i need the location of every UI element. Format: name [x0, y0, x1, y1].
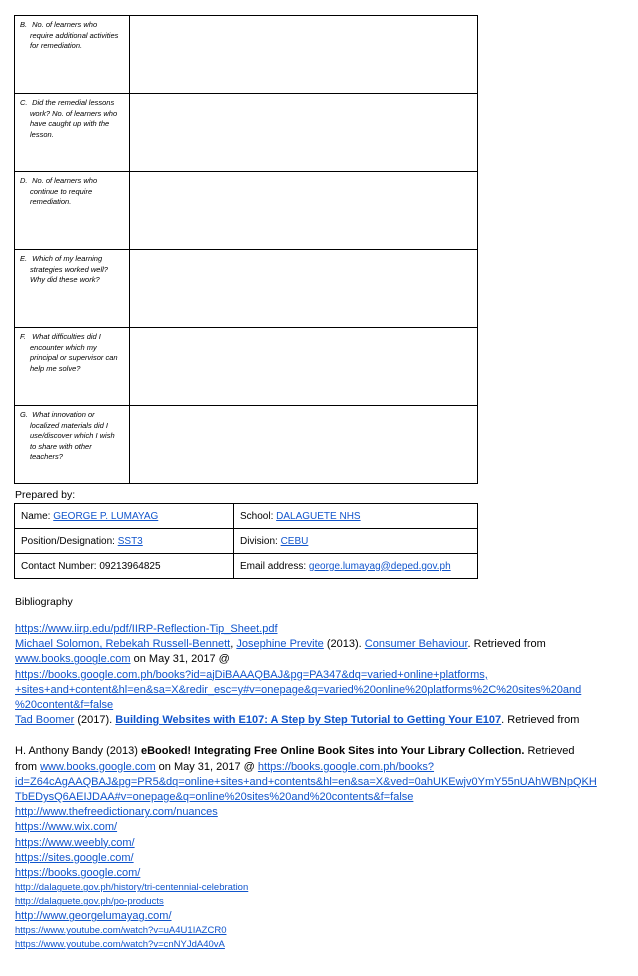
- division-label: Division:: [240, 535, 281, 547]
- date-text: on May 31, 2017 @: [155, 760, 258, 773]
- prepared-by-heading: Prepared by:: [15, 489, 76, 501]
- question-cell: [15, 16, 130, 94]
- title-link[interactable]: Building Websites with E107: A Step by Step Tutorial to Getting Your E107: [115, 714, 502, 727]
- year-text: (2013).: [323, 638, 365, 651]
- reference-url-line[interactable]: https://books.google.com.ph/books?id=ajDiBAAAQBAJ&pg=PA347&dq=varied+online+platforms,: [15, 668, 488, 681]
- author-text: H. Anthony Bandy (2013): [15, 745, 141, 758]
- table-row: [15, 406, 478, 484]
- reference-link[interactable]: https://www.iirp.edu/pdf/IIRP-Reflection-Tip_Sheet.pdf: [15, 623, 278, 635]
- table-row: [15, 504, 478, 529]
- reference-link[interactable]: https://www.youtube.com/watch?v=cnNYJdA40vA: [15, 939, 225, 951]
- reference-link[interactable]: http://www.thefreedictionary.com/nuances: [15, 806, 218, 819]
- reference-url-line[interactable]: TbEDysQ6AEIJDAA#v=onepage&q=online%20sites%20and%20contents&f=false: [15, 791, 414, 804]
- reference-link[interactable]: https://www.wix.com/: [15, 821, 118, 834]
- table-row: [15, 328, 478, 406]
- reference-url-line[interactable]: %20content&f=false: [15, 699, 114, 712]
- name-link[interactable]: GEORGE P. LUMAYAG: [53, 510, 159, 522]
- preparer-table: [14, 503, 478, 579]
- reference-url-line[interactable]: id=Z64cAgAAQBAJ&pg=PR5&dq=online+sites+and+contents&hl=en&sa=X&ved=0ahUKEwjv0YmY55nUAhWBNpQKH: [15, 775, 597, 788]
- reference-link[interactable]: https://www.youtube.com/watch?v=uA4U1IAZCR0: [15, 925, 227, 937]
- question-text: No. of learners who require additional activities for remediation.: [30, 20, 119, 51]
- reference-link[interactable]: http://dalaguete.gov.ph/history/tri-centennial-celebration: [15, 882, 249, 894]
- question-cell: [15, 406, 130, 484]
- question-label: D.: [20, 176, 28, 185]
- date-text: on May 31, 2017 @: [130, 653, 230, 666]
- title-link[interactable]: Consumer Behaviour: [364, 638, 468, 651]
- question-label: G.: [20, 410, 28, 419]
- question-text: Which of my learning strategies worked well? Why did these work?: [30, 254, 108, 285]
- division-cell: [234, 529, 478, 554]
- bibliography-heading: Bibliography: [15, 596, 73, 608]
- table-row: [15, 172, 478, 250]
- reference-url-line[interactable]: +sites+and+content&hl=en&sa=X&redir_esc=y#v=onepage&q=varied%20online%20platforms%2C%20sites%20and: [15, 683, 582, 696]
- reference-link[interactable]: https://www.weebly.com/: [15, 836, 135, 849]
- answer-cell[interactable]: [130, 328, 478, 406]
- author-link[interactable]: Michael Solomon, Rebekah Russell-Bennett: [15, 638, 231, 651]
- retrieved-text: . Retrieved from: [467, 638, 546, 651]
- question-text: What innovation or localized materials did I use/discover which I wish to share with other teachers?: [30, 410, 115, 462]
- question-text: What difficulties did I encounter which my principal or supervisor can help me solve?: [30, 332, 118, 373]
- bibliography-list: [15, 622, 635, 952]
- school-cell: [234, 504, 478, 529]
- reference-link[interactable]: https://sites.google.com/: [15, 851, 134, 864]
- reference-link[interactable]: http://dalaguete.gov.ph/po-products: [15, 896, 164, 908]
- question-label: F.: [20, 332, 26, 341]
- position-label: Position/Designation:: [21, 535, 118, 547]
- answer-cell[interactable]: [130, 16, 478, 94]
- position-link[interactable]: SST3: [117, 535, 143, 547]
- position-cell: [15, 529, 234, 554]
- answer-cell[interactable]: [130, 406, 478, 484]
- question-cell: [15, 250, 130, 328]
- author-link[interactable]: Josephine Previte: [236, 638, 324, 651]
- question-label: E.: [20, 254, 28, 263]
- question-label: C.: [20, 98, 28, 107]
- question-label: B.: [20, 20, 28, 29]
- question-cell: [15, 172, 130, 250]
- contact-cell: [15, 554, 234, 579]
- name-label: Name:: [21, 510, 54, 522]
- site-link[interactable]: www.books.google.com: [40, 760, 156, 773]
- question-text: No. of learners who continue to require remediation.: [30, 176, 98, 207]
- table-row: [15, 529, 478, 554]
- reference-link[interactable]: http://www.georgelumayag.com/: [15, 910, 172, 923]
- answer-cell[interactable]: [130, 250, 478, 328]
- table-row: [15, 94, 478, 172]
- division-link[interactable]: CEBU: [280, 535, 309, 547]
- table-row: [15, 250, 478, 328]
- table-row: [15, 16, 478, 94]
- name-cell: [15, 504, 234, 529]
- reference-url-line[interactable]: https://books.google.com.ph/books?: [257, 760, 435, 773]
- retrieved-text: . Retrieved from: [501, 714, 580, 727]
- question-cell: [15, 94, 130, 172]
- school-label: School:: [240, 510, 277, 522]
- spacer: [15, 728, 635, 744]
- answer-cell[interactable]: [130, 172, 478, 250]
- from-text: from: [15, 760, 41, 773]
- reflection-table: [14, 15, 478, 484]
- email-cell: [234, 554, 478, 579]
- table-row: [15, 554, 478, 579]
- answer-cell[interactable]: [130, 94, 478, 172]
- email-label: Email address:: [240, 560, 309, 572]
- contact-number: Contact Number: 09213964825: [21, 560, 161, 572]
- separator: ,: [230, 638, 237, 651]
- year-text: (2017).: [74, 714, 116, 727]
- question-cell: [15, 328, 130, 406]
- retrieved-text: Retrieved: [524, 745, 575, 758]
- reference-link[interactable]: https://books.google.com/: [15, 867, 141, 880]
- author-link[interactable]: Tad Boomer: [15, 714, 75, 727]
- question-text: Did the remedial lessons work? No. of learners who have caught up with the lesson.: [30, 98, 118, 139]
- site-link[interactable]: www.books.google.com: [15, 653, 131, 666]
- school-link[interactable]: DALAGUETE NHS: [276, 510, 361, 522]
- email-link[interactable]: george.lumayag@deped.gov.ph: [308, 560, 451, 572]
- book-title: eBooked! Integrating Free Online Book Sites into Your Library Collection.: [140, 745, 525, 758]
